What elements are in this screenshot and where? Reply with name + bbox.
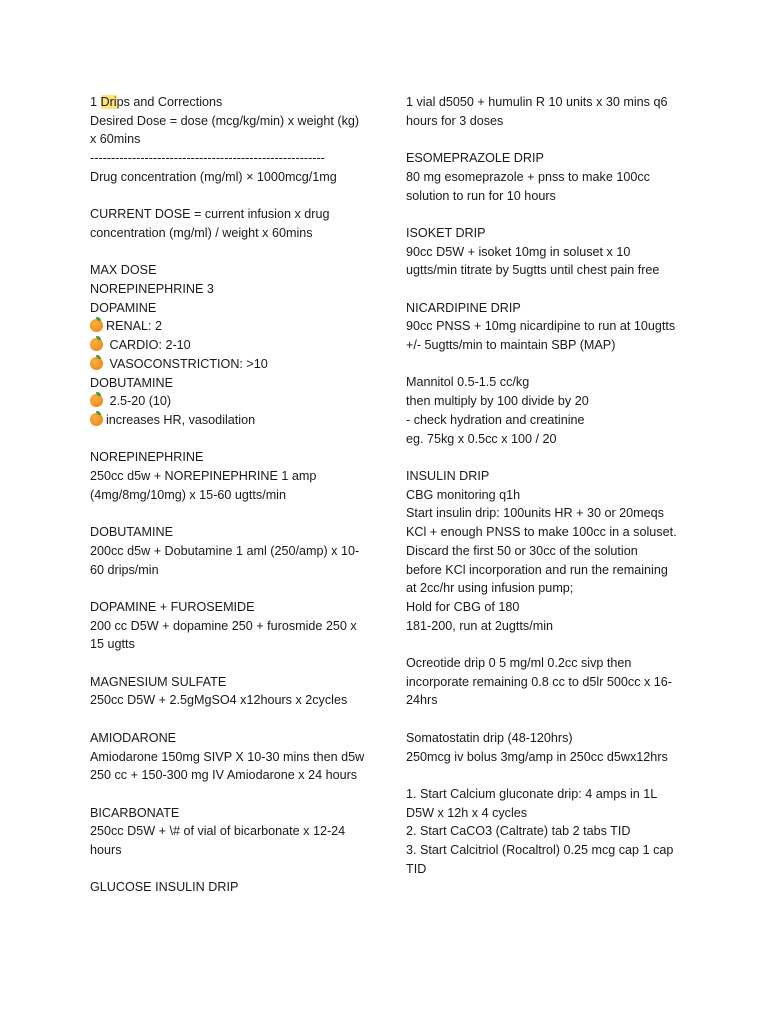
section-line: hours — [90, 843, 122, 857]
section-title: Mannitol 0.5-1.5 cc/kg — [406, 375, 530, 390]
dobutamine-heading: DOBUTAMINE — [90, 375, 174, 390]
section-line: 3. Start Calcitriol (Rocaltrol) 0.25 mcg cap 1 cap — [406, 843, 674, 857]
section-line: KCl + enough PNSS to make 100cc in a soluset. — [406, 525, 677, 540]
section-line: 60 drips/min — [90, 562, 159, 577]
section-line: Amiodarone 150mg SIVP X 10-30 mins then d5w — [90, 749, 365, 764]
section-line: at 2cc/hr using infusion pump; — [406, 581, 574, 596]
section-line: TID — [406, 861, 427, 876]
section-line: 250 cc + 150-300 mg IV Amiodarone x 24 hours — [90, 768, 358, 783]
section-line: 15 ugtts — [90, 637, 135, 652]
section-line: incorporate remaining 0.8 cc to d5lr 500cc x 16- — [406, 674, 673, 689]
section-title: Somatostatin drip (48-120hrs) — [406, 730, 573, 745]
right-column — [406, 93, 688, 878]
section-line: 250cc d5w + NOREPINEPHRINE 1 amp — [90, 469, 317, 484]
section-line: 181-200, run at 2ugtts/min — [406, 618, 554, 633]
current-dose-line-1: CURRENT DOSE = current infusion x drug — [90, 207, 330, 222]
drug-concentration: Drug concentration (mg/ml) × 1000mcg/1mg — [90, 169, 337, 184]
desired-dose-line-2: x 60mins — [90, 132, 141, 147]
section-line: 90cc D5W + isoket 10mg in soluset x 10 — [406, 244, 631, 259]
section-line: 250cc D5W + \# of vial of bicarbonate x 12-24 — [90, 824, 346, 839]
desired-dose-line-1: Desired Dose = dose (mcg/kg/min) x weight (kg) — [90, 113, 360, 128]
list-item: VASOCONSTRICTION: >10 — [90, 355, 375, 374]
section-line: hours for 3 doses — [406, 113, 504, 128]
section-title: ESOMEPRAZOLE DRIP — [406, 151, 544, 166]
section-title: INSULIN DRIP — [406, 468, 490, 483]
max-dose-heading: MAX DOSE — [90, 263, 157, 278]
section-line: 24hrs — [406, 693, 438, 708]
section-line: +/- 5ugtts/min to maintain SBP (MAP) — [406, 338, 616, 353]
section-line: then multiply by 100 divide by 20 — [406, 394, 589, 409]
section-line: Hold for CBG of 180 — [406, 599, 520, 614]
section-title: ISOKET DRIP — [406, 225, 486, 240]
dopamine-heading: DOPAMINE — [90, 300, 157, 315]
orange-icon — [90, 394, 103, 407]
section-title: NOREPINEPHRINE — [90, 450, 204, 465]
section-line: ugtts/min titrate by 5ugtts until chest pain free — [406, 263, 660, 278]
section-line: 80 mg esomeprazole + pnss to make 100cc — [406, 169, 650, 184]
section-line: 200 cc D5W + dopamine 250 + furosmide 250 x — [90, 618, 357, 633]
norepinephrine-max: NOREPINEPHRINE 3 — [90, 282, 214, 296]
section-line: 250mcg iv bolus 3mg/amp in 250cc d5wx12hrs — [406, 749, 668, 764]
section-title: DOBUTAMINE — [90, 525, 174, 540]
separator: -------------------------------------------------------- — [90, 151, 325, 166]
section-line: 250cc D5W + 2.5gMgSO4 x12hours x 2cycles — [90, 693, 348, 708]
orange-icon — [90, 338, 103, 351]
section-title: MAGNESIUM SULFATE — [90, 674, 227, 689]
left-column — [90, 93, 375, 897]
list-item: 2.5-20 (10) — [90, 392, 375, 411]
section-title: GLUCOSE INSULIN DRIP — [90, 880, 239, 895]
section-line: CBG monitoring q1h — [406, 487, 521, 502]
orange-icon — [90, 357, 103, 370]
section-title: 1. Start Calcium gluconate drip: 4 amps in 1L — [406, 786, 658, 801]
section-line: 2. Start CaCO3 (Caltrate) tab 2 tabs TID — [406, 824, 631, 839]
section-title: BICARBONATE — [90, 805, 180, 820]
section-line: 90cc PNSS + 10mg nicardipine to run at 10ugtts — [406, 319, 676, 334]
section-line: 200cc d5w + Dobutamine 1 aml (250/amp) x 10- — [90, 543, 360, 558]
section-title: Ocreotide drip 0 5 mg/ml 0.2cc sivp then — [406, 656, 632, 670]
section-line: Discard the first 50 or 30cc of the solution — [406, 543, 638, 558]
section-line: - check hydration and creatinine — [406, 412, 585, 427]
list-item: increases HR, vasodilation — [90, 411, 375, 430]
section-line: solution to run for 10 hours — [406, 188, 556, 203]
highlighted-text: Dri — [100, 95, 117, 109]
section-title: AMIODARONE — [90, 730, 177, 745]
section-title: NICARDIPINE DRIP — [406, 300, 521, 315]
current-dose-line-2: concentration (mg/ml) / weight x 60mins — [90, 225, 313, 240]
section-line: eg. 75kg x 0.5cc x 100 / 20 — [406, 431, 557, 446]
section-line: 1 vial d5050 + humulin R 10 units x 30 mins q6 — [406, 95, 668, 109]
orange-icon — [90, 319, 103, 332]
orange-icon — [90, 413, 103, 426]
list-item: RENAL: 2 — [90, 317, 375, 336]
section-line: D5W x 12h x 4 cycles — [406, 805, 528, 820]
section-line: (4mg/8mg/10mg) x 15-60 ugtts/min — [90, 487, 286, 502]
section-line: Start insulin drip: 100units HR + 30 or 20meqs — [406, 506, 664, 521]
list-item: CARDIO: 2-10 — [90, 336, 375, 355]
section-title: DOPAMINE + FUROSEMIDE — [90, 599, 255, 614]
page-title: 1 Drips and Corrections — [90, 95, 223, 109]
section-line: before KCl incorporation and run the remaining — [406, 562, 668, 577]
